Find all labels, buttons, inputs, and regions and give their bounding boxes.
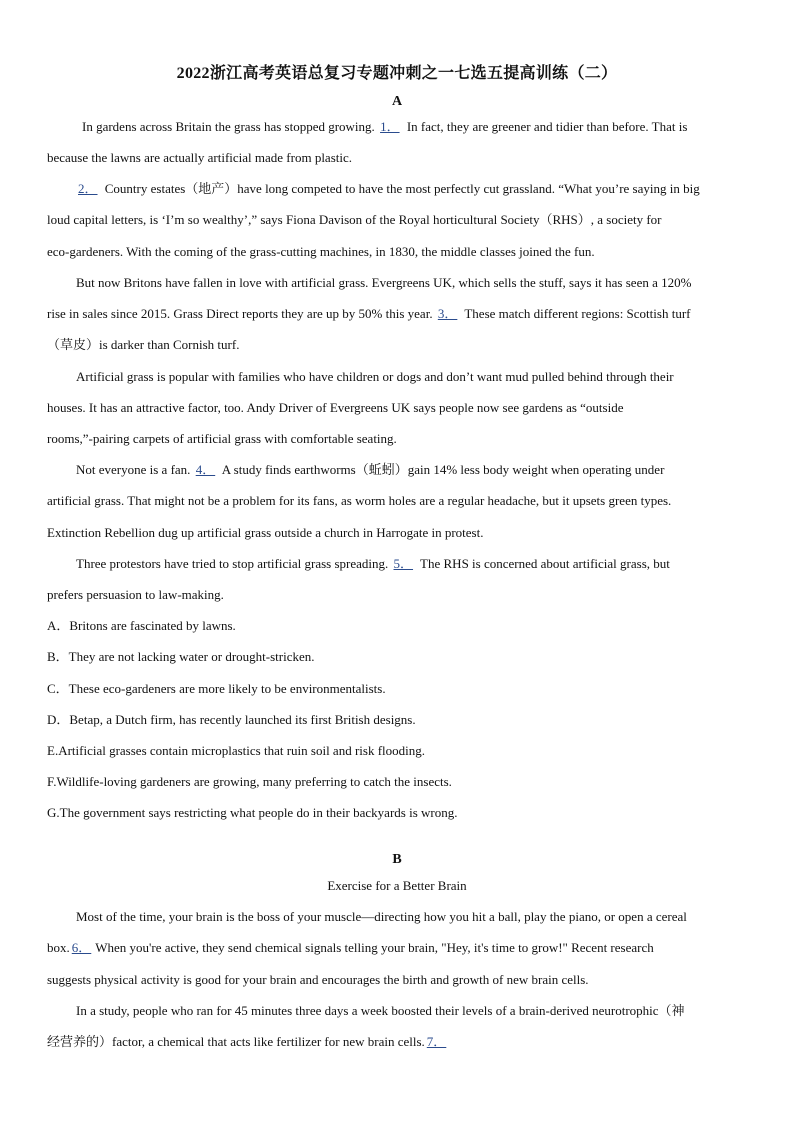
passage-text: These match different regions: Scottish turf — [464, 306, 691, 321]
passage-text: A study finds earthworms（蚯蚓）gain 14% less body weight when operating under — [221, 462, 665, 477]
passage-line: suggests physical activity is good for your brain and encourages the birth and growth of new brain cells. — [47, 972, 589, 987]
passage-text: The RHS is concerned about artificial grass, but — [420, 556, 670, 571]
answer-blank-5[interactable]: 5． — [393, 556, 414, 571]
answer-blank-7[interactable]: 7． — [426, 1034, 447, 1049]
passage-text: In fact, they are greener and tidier than before. That is — [406, 119, 688, 134]
passage-line: prefers persuasion to law-making. — [47, 587, 224, 602]
option-f[interactable]: F.Wildlife-loving gardeners are growing, many preferring to catch the insects. — [47, 774, 452, 789]
passage-text: Three protestors have tried to stop artificial grass spreading. — [76, 556, 389, 571]
passage-text: When you're active, they send chemical signals telling your brain, "Hey, it's time to grow!" Recent research — [95, 940, 654, 955]
option-a[interactable]: A．Britons are fascinated by lawns. — [47, 618, 236, 633]
passage-line: Extinction Rebellion dug up artificial grass outside a church in Harrogate in protest. — [47, 525, 484, 540]
passage-text: In gardens across Britain the grass has stopped growing. — [82, 119, 375, 134]
passage-line: because the lawns are actually artificial made from plastic. — [47, 150, 352, 165]
passage-line: loud capital letters, is ‘I’m so wealthy’,” says Fiona Davison of the Royal horticultural Society（RHS）, a society for — [47, 212, 662, 227]
answer-blank-1[interactable]: 1． — [380, 119, 400, 134]
answer-blank-6[interactable]: 6． — [71, 940, 92, 955]
section-a-heading: A — [391, 94, 403, 109]
passage-line — [82, 119, 782, 135]
passage-line: In a study, people who ran for 45 minutes three days a week boosted their levels of a brain-derived neurotrophic（神 — [76, 1003, 685, 1018]
option-d[interactable]: D．Betap, a Dutch firm, has recently launched its first British designs. — [47, 712, 416, 727]
passage-text: Country estates（地产）have long competed to have the most perfectly cut grassland. “What you’re saying in big — [104, 181, 700, 196]
option-b[interactable]: B．They are not lacking water or drought-stricken. — [47, 649, 315, 664]
passage-line: （草皮）is darker than Cornish turf. — [47, 337, 240, 352]
section-b-subtitle: Exercise for a Better Brain — [327, 878, 467, 893]
option-g[interactable]: G.The government says restricting what people do in their backyards is wrong. — [47, 805, 458, 820]
answer-blank-2[interactable]: 2． — [78, 181, 98, 196]
passage-line — [47, 306, 747, 322]
option-c[interactable]: C．These eco-gardeners are more likely to be environmentalists. — [47, 681, 386, 696]
option-e[interactable]: E.Artificial grasses contain microplastics that ruin soil and risk flooding. — [47, 743, 426, 758]
passage-line: rooms,”-pairing carpets of artificial grass with comfortable seating. — [47, 431, 397, 446]
passage-line: Most of the time, your brain is the boss of your muscle—directing how you hit a ball, play the piano, or open a cereal — [76, 909, 687, 924]
passage-line — [76, 181, 747, 197]
passage-line — [47, 940, 747, 956]
passage-text: box. — [47, 940, 70, 955]
passage-line: eco-gardeners. With the coming of the grass-cutting machines, in 1830, the middle classes joined the fun. — [47, 244, 595, 259]
passage-text: Not everyone is a fan. — [76, 462, 191, 477]
passage-line: Artificial grass is popular with families who have children or dogs and don’t want mud pulled behind through their — [76, 369, 674, 384]
passage-line: But now Britons have fallen in love with artificial grass. Evergreens UK, which sells the stuff, says it has seen a 120% — [76, 275, 692, 290]
passage-line: artificial grass. That might not be a problem for its fans, as worm holes are a regular headache, but it upsets green types. — [47, 493, 672, 508]
passage-line — [47, 1034, 747, 1050]
passage-text: rise in sales since 2015. Grass Direct reports they are up by 50% this year. — [47, 306, 433, 321]
document-title: 2022浙江高考英语总复习专题冲刺之一七选五提高训练（二） — [176, 65, 618, 82]
passage-line: houses. It has an attractive factor, too. Andy Driver of Evergreens UK says people now see gardens as “outside — [47, 400, 624, 415]
passage-line — [76, 462, 747, 478]
passage-line — [76, 556, 747, 572]
answer-blank-4[interactable]: 4． — [195, 462, 216, 477]
answer-blank-3[interactable]: 3． — [437, 306, 458, 321]
passage-text: 经营养的）factor, a chemical that acts like fertilizer for new brain cells. — [47, 1034, 425, 1049]
section-b-heading: B — [392, 852, 402, 867]
